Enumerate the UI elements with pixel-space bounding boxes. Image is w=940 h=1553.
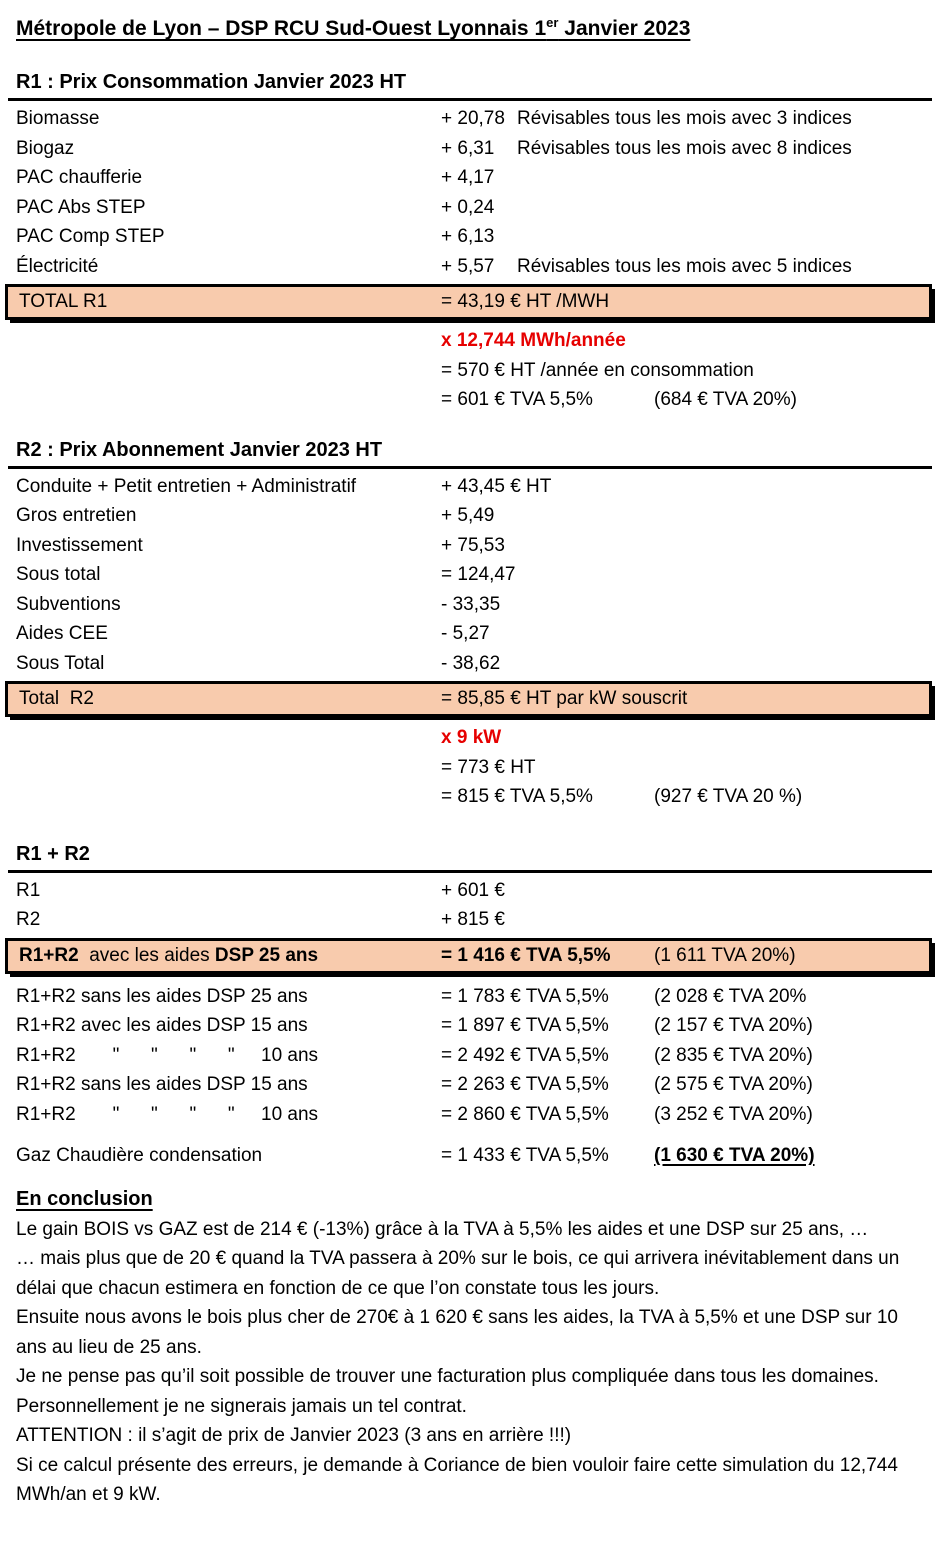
gaz-tva20-value: (1 630 € TVA 20%) [654,1145,815,1166]
conclusion-paragraph: ATTENTION : il s’agit de prix de Janvier 2023 (3 ans en arrière !!!) [16,1425,572,1446]
row-amount: + 6,31 [441,137,495,159]
r2-total-row [5,681,932,717]
r2-tva55-value: = 815 € TVA 5,5% [441,786,593,807]
table-row [0,1041,940,1071]
row-label: Sous Total [16,652,105,674]
row-amount: + 4,17 [441,167,495,188]
variant-tva20-value: (2 835 € TVA 20%) [654,1044,813,1066]
table-row [0,1011,940,1041]
row-value [441,222,940,252]
table-row [0,222,940,252]
table-row [0,472,940,502]
gaz-value [441,1141,940,1171]
row-label: Biomasse [16,108,100,129]
row-value [441,104,940,134]
row-amount: + 6,13 [441,226,495,247]
row-note: Révisables tous les mois avec 5 indices [517,255,852,277]
row-note: Révisables tous les mois avec 3 indices [517,108,852,129]
r1-calculation [441,326,940,415]
variant-tva20-value: (3 252 € TVA 20%) [654,1103,813,1125]
row-label: R1+R2 sans les aides DSP 25 ans [16,985,308,1007]
row-note: Révisables tous les mois avec 8 indices [517,137,852,159]
conclusion-header: En conclusion [16,1187,153,1210]
r1-multiplier: x 12,744 MWh/année [441,330,626,351]
variant-tva20-value: (2 575 € TVA 20%) [654,1074,813,1095]
r1r2-total-label-mid: avec les aides [78,944,215,966]
r1r2-total-label-dsp: DSP 25 ans [214,944,319,966]
row-label: Investissement [16,534,143,556]
row-label: Électricité [16,255,99,277]
r1r2-header-rule [8,870,932,873]
row-label: R1 [16,879,41,901]
r1r2-total-label-bold: R1+R2 [19,944,79,966]
row-label: R2 [16,909,41,930]
row-value: + 43,45 € HT [441,475,552,497]
r2-calculation [441,723,940,812]
row-label: Gros entretien [16,505,137,526]
r2-tva20-value: (927 € TVA 20 %) [654,786,803,807]
r1-table [0,104,940,281]
table-row [0,104,940,134]
r1-total-value: = 43,19 € HT /MWH [441,291,610,312]
row-label: Aides CEE [16,623,108,644]
variant-tva20-value: (2 157 € TVA 20%) [654,1015,813,1036]
r1-annual-tva [441,385,940,415]
r1-tva55-value: = 601 € TVA 5,5% [441,389,593,410]
variant-tva20-value: (2 028 € TVA 20% [654,985,807,1007]
conclusion-paragraph: … mais plus que de 20 € quand la TVA passera à 20% sur le bois, ce qui arrivera inévitablement dans un délai que chacun estimera en fonction de ce que l’on constate tous les jours. [16,1248,905,1299]
row-value: + 815 € [441,909,505,930]
r1r2-variants [0,982,940,1130]
table-row [0,876,940,906]
table-row [0,252,940,282]
row-value: + 5,49 [441,505,495,526]
variant-tva55-value: = 1 783 € TVA 5,5% [441,985,609,1007]
r1r2-tva20-value: (1 611 TVA 20%) [654,944,796,966]
row-label: PAC Comp STEP [16,226,165,247]
r1-tva20-value: (684 € TVA 20%) [654,389,797,410]
row-label: R1+R2 avec les aides DSP 15 ans [16,1015,308,1036]
r1r2-tva55-value: = 1 416 € TVA 5,5% [441,944,611,966]
table-row [0,1100,940,1130]
r2-total-label: Total R2 [19,688,94,709]
r2-annual-ht: = 773 € HT [441,756,536,778]
row-label: PAC Abs STEP [16,196,146,218]
row-label: Subventions [16,593,121,615]
row-label: Conduite + Petit entretien + Administratif [16,475,357,497]
row-value: = 124,47 [441,564,516,585]
conclusion-paragraph: Si ce calcul présente des erreurs, je demande à Coriance de bien vouloir faire cette simulation du 12,744 MWh/an et 9 kW. [16,1454,904,1505]
row-value [441,1070,940,1100]
row-value [441,252,940,282]
r2-section-header: R2 : Prix Abonnement Janvier 2023 HT [16,438,383,461]
row-amount: + 5,57 [441,255,495,277]
row-value: + 75,53 [441,534,505,556]
row-value: - 38,62 [441,652,501,674]
document-page [0,8,940,1510]
r1r2-total-label [19,943,441,969]
r1r2-total-value [441,943,929,969]
conclusion-paragraph: Je ne pense pas qu’il soit possible de trouver une facturation plus compliquée dans tous les domaines. Personnellement je ne signerais jamais un tel contrat. [16,1366,885,1417]
page-title-text [16,17,690,40]
row-value: - 33,35 [441,593,501,615]
row-value [441,134,940,164]
table-row [0,905,940,935]
r2-table [0,472,940,679]
row-value: + 601 € [441,879,505,901]
table-row [0,163,940,193]
row-label: Sous total [16,564,101,585]
r2-header-rule [8,466,932,469]
gaz-label: Gaz Chaudière condensation [16,1145,263,1166]
r1r2-total-row [5,938,932,974]
r1r2-section-header: R1 + R2 [16,842,90,865]
table-row [0,1070,940,1100]
table-row [0,560,940,590]
r1r2-table [0,876,940,935]
table-row [0,649,940,679]
row-value: - 5,27 [441,623,490,644]
r1-total-label: TOTAL R1 [19,291,108,312]
r1-section-header: R1 : Prix Consommation Janvier 2023 HT [16,71,407,93]
table-row [0,619,940,649]
title-superscript: er [546,15,559,30]
row-label: R1+R2 sans les aides DSP 15 ans [16,1074,308,1095]
row-label: R1+R2 " " " " 10 ans [16,1044,319,1066]
conclusion-paragraph: Le gain BOIS vs GAZ est de 214 € (-13%) grâce à la TVA à 5,5% les aides et une DSP sur 25 ans, … [16,1218,869,1240]
gaz-row [0,1141,940,1171]
table-row [0,501,940,531]
row-label: PAC chaufferie [16,167,143,188]
r2-total-value: = 85,85 € HT par kW souscrit [441,688,688,709]
row-value [441,193,940,223]
row-value [441,1100,940,1130]
r2-annual-tva [441,782,940,812]
row-value [441,163,940,193]
variant-tva55-value: = 2 492 € TVA 5,5% [441,1044,609,1066]
r2-multiplier: x 9 kW [441,727,502,748]
page-title [16,8,924,44]
gaz-tva55-value: = 1 433 € TVA 5,5% [441,1145,609,1166]
r1-annual-ht: = 570 € HT /année en consommation [441,359,754,381]
row-amount: + 0,24 [441,196,495,218]
r1-total-row [5,284,932,320]
table-row [0,982,940,1012]
title-suffix: Janvier 2023 [558,17,691,40]
row-label: Biogaz [16,137,75,159]
table-row [0,193,940,223]
r1-header-rule [8,98,932,101]
variant-tva55-value: = 2 860 € TVA 5,5% [441,1103,609,1125]
table-row [0,134,940,164]
conclusion-paragraph: Ensuite nous avons le bois plus cher de 270€ à 1 620 € sans les aides, la TVA à 5,5% et une DSP sur 10 ans au lieu de 25 ans. [16,1307,904,1358]
row-value [441,982,940,1012]
row-label: R1+R2 " " " " 10 ans [16,1103,319,1125]
table-row [0,590,940,620]
row-amount: + 20,78 [441,108,505,129]
conclusion-paragraphs [0,1215,940,1510]
row-value [441,1011,940,1041]
row-value [441,1041,940,1071]
variant-tva55-value: = 2 263 € TVA 5,5% [441,1074,609,1095]
variant-tva55-value: = 1 897 € TVA 5,5% [441,1015,609,1036]
table-row [0,531,940,561]
title-prefix: Métropole de Lyon – DSP RCU Sud-Ouest Lyonnais 1 [16,17,547,40]
